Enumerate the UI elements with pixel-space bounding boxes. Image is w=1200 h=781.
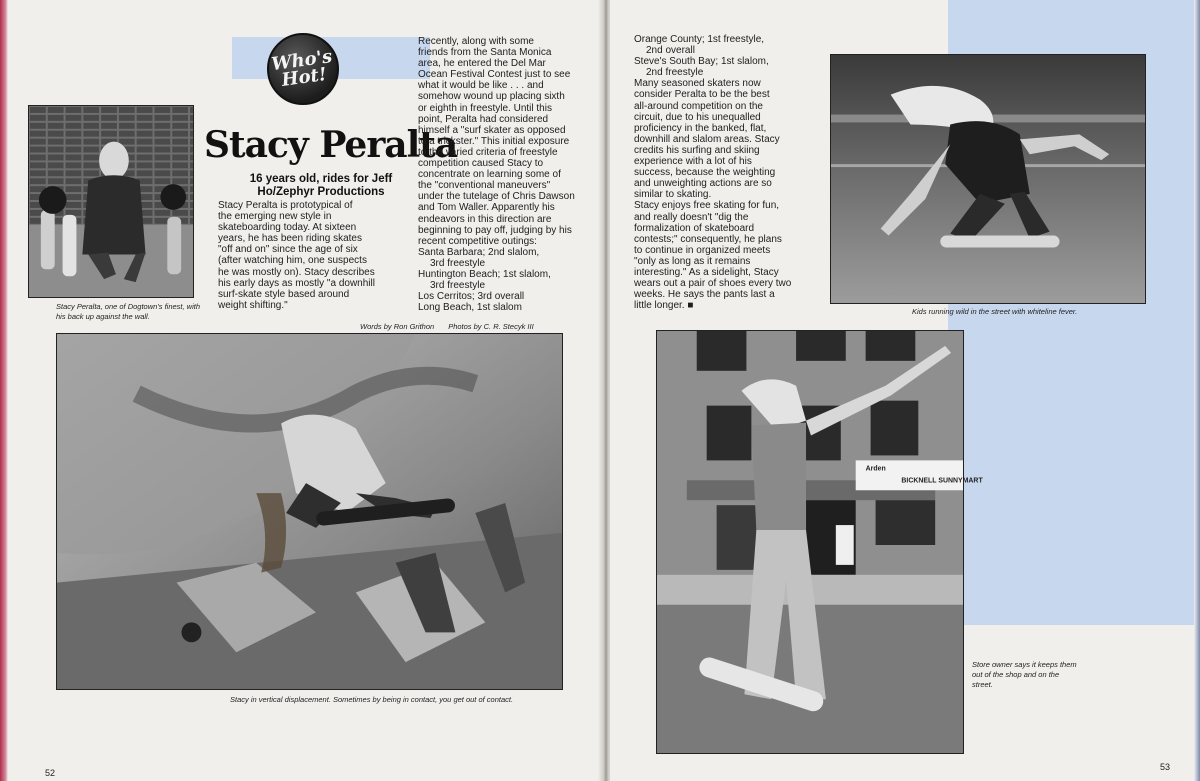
outings-list bbox=[418, 247, 602, 314]
article-credits bbox=[360, 322, 534, 331]
portrait-caption: Stacy Peralta, one of Dogtown's finest, with his back up against the wall. bbox=[56, 302, 201, 321]
page-edge-left bbox=[0, 0, 8, 781]
text-line: friends from the Santa Monica bbox=[418, 47, 552, 59]
text-line: little longer. ■ bbox=[634, 300, 694, 312]
portrait-photo bbox=[28, 105, 194, 298]
text-line: weight shifting." bbox=[218, 299, 288, 311]
right-page bbox=[610, 0, 1200, 781]
text-line: Stacy enjoys free skating for fun, bbox=[634, 200, 780, 212]
page-number-right: 53 bbox=[1160, 762, 1171, 772]
text-line: interesting." As a sidelight, Stacy bbox=[634, 266, 779, 278]
text-line: proficiency in the banked, flat, bbox=[634, 122, 767, 134]
store-caption: Store owner says it keeps them out of the shop and on the street. bbox=[972, 660, 1077, 689]
text-line: competition caused Stacy to bbox=[418, 158, 544, 170]
text-line: circuit, due to his unequalled bbox=[634, 111, 761, 123]
text-line: downhill and slalom areas. Stacy bbox=[634, 133, 780, 145]
text-line: or eighth in freestyle. Until this bbox=[418, 102, 552, 114]
text-line: Long Beach, 1st slalom bbox=[418, 302, 522, 314]
right-column bbox=[634, 34, 830, 311]
text-line: years, he has been riding skates bbox=[218, 233, 362, 245]
text-line: point, Peralta had considered bbox=[418, 113, 549, 125]
text-line: and Tom Waller. Apparently his bbox=[418, 202, 555, 214]
photos-credit: Photos by C. R. Stecyk III bbox=[448, 322, 534, 331]
article-subhead: 16 years old, rides for Jeff Ho/Zephyr Productions bbox=[249, 173, 393, 198]
text-line: weeks. He says the pants last a bbox=[634, 289, 775, 301]
text-line: Many seasoned skaters now bbox=[634, 78, 761, 90]
page-edge-right bbox=[1194, 0, 1200, 781]
text-line: "off and on" since the age of six bbox=[218, 244, 358, 256]
text-line: consider Peralta to be the best bbox=[634, 89, 770, 101]
text-line: and really doesn't "dig the bbox=[634, 211, 749, 223]
article-headline: Stacy Peralta bbox=[204, 124, 458, 166]
text-line: area, he entered the Del Mar bbox=[418, 58, 546, 70]
text-line: recent competitive outings: bbox=[418, 235, 537, 247]
text-line: contests;" consequently, he plans bbox=[634, 233, 782, 245]
text-line: (after watching him, one suspects bbox=[218, 255, 367, 267]
vertical-caption: Stacy in vertical displacement. Sometimes by being in contact, you get out of contact. bbox=[230, 695, 514, 704]
text-line: surf-skate style based around bbox=[218, 288, 350, 300]
text-line: what it would be like . . . and bbox=[418, 80, 544, 92]
vertical-skate-photo bbox=[56, 333, 563, 690]
text-line: concentrate on learning some of bbox=[418, 169, 561, 181]
text-line: endeavors in this direction are bbox=[418, 213, 552, 225]
text-line: experience with a lot of his bbox=[634, 156, 752, 168]
text-line: 3rd freestyle bbox=[430, 257, 486, 269]
text-line: himself a "surf skater as opposed bbox=[418, 124, 566, 136]
text-line: Steve's South Bay; 1st slalom, bbox=[634, 56, 769, 68]
text-line: Huntington Beach; 1st slalom, bbox=[418, 268, 551, 280]
text-line: he was mostly on). Stacy describes bbox=[218, 266, 375, 278]
text-line: Stacy Peralta is prototypical of bbox=[218, 200, 353, 211]
store-sign-brand: Arden bbox=[865, 465, 886, 473]
text-line: somehow wound up placing sixth bbox=[418, 91, 565, 103]
store-skate-photo bbox=[656, 330, 983, 754]
text-line: Ocean Festival Contest just to see bbox=[418, 69, 571, 81]
text-line: to the varied criteria of freestyle bbox=[418, 146, 558, 158]
page-number-left: 52 bbox=[45, 768, 56, 778]
text-line: Recently, along with some bbox=[418, 36, 534, 47]
intro-column bbox=[218, 200, 404, 311]
text-line: Los Cerritos; 3rd overall bbox=[418, 291, 525, 303]
text-line: 2nd overall bbox=[646, 45, 695, 57]
text-line: Orange County; 1st freestyle, bbox=[634, 34, 765, 45]
words-credit: Words by Ron Grithon bbox=[360, 322, 435, 331]
store-sign-shop: BICKNELL SUNNYMART bbox=[901, 477, 983, 485]
text-line: beginning to pay off, judging by his bbox=[418, 224, 572, 236]
text-line: "only as long as it remains bbox=[634, 255, 751, 267]
text-line: credits his surfing and skiing bbox=[634, 144, 760, 156]
whos-hot-badge bbox=[267, 33, 339, 105]
text-line: similar to skating. bbox=[634, 189, 712, 201]
street-caption: Kids running wild in the street with whiteline fever. bbox=[912, 307, 1078, 316]
text-line: skateboarding today. At sixteen bbox=[218, 222, 357, 234]
text-line: to continue in organized meets bbox=[634, 244, 771, 256]
middle-column-body bbox=[418, 36, 602, 247]
text-line: all-around competition on the bbox=[634, 100, 763, 112]
text-line: success, because the weighting bbox=[634, 167, 776, 179]
street-skate-photo bbox=[830, 54, 1146, 304]
text-line: Santa Barbara; 2nd slalom, bbox=[418, 246, 540, 258]
text-line: wears out a pair of shoes every two bbox=[634, 278, 792, 290]
badge-text: Who's Hot! bbox=[270, 45, 334, 91]
middle-column bbox=[418, 36, 602, 313]
text-line: formalization of skateboard bbox=[634, 222, 755, 234]
text-line: 2nd freestyle bbox=[646, 67, 704, 79]
text-line: and unweighting actions are so bbox=[634, 178, 772, 190]
text-line: to a trickster." This initial exposure bbox=[418, 135, 570, 147]
text-line: the "conventional maneuvers" bbox=[418, 180, 551, 192]
text-line: under the tutelage of Chris Dawson bbox=[418, 191, 575, 203]
text-line: 3rd freestyle bbox=[430, 280, 486, 292]
text-line: his early days as mostly "a downhill bbox=[218, 277, 375, 289]
text-line: the emerging new style in bbox=[218, 211, 332, 223]
